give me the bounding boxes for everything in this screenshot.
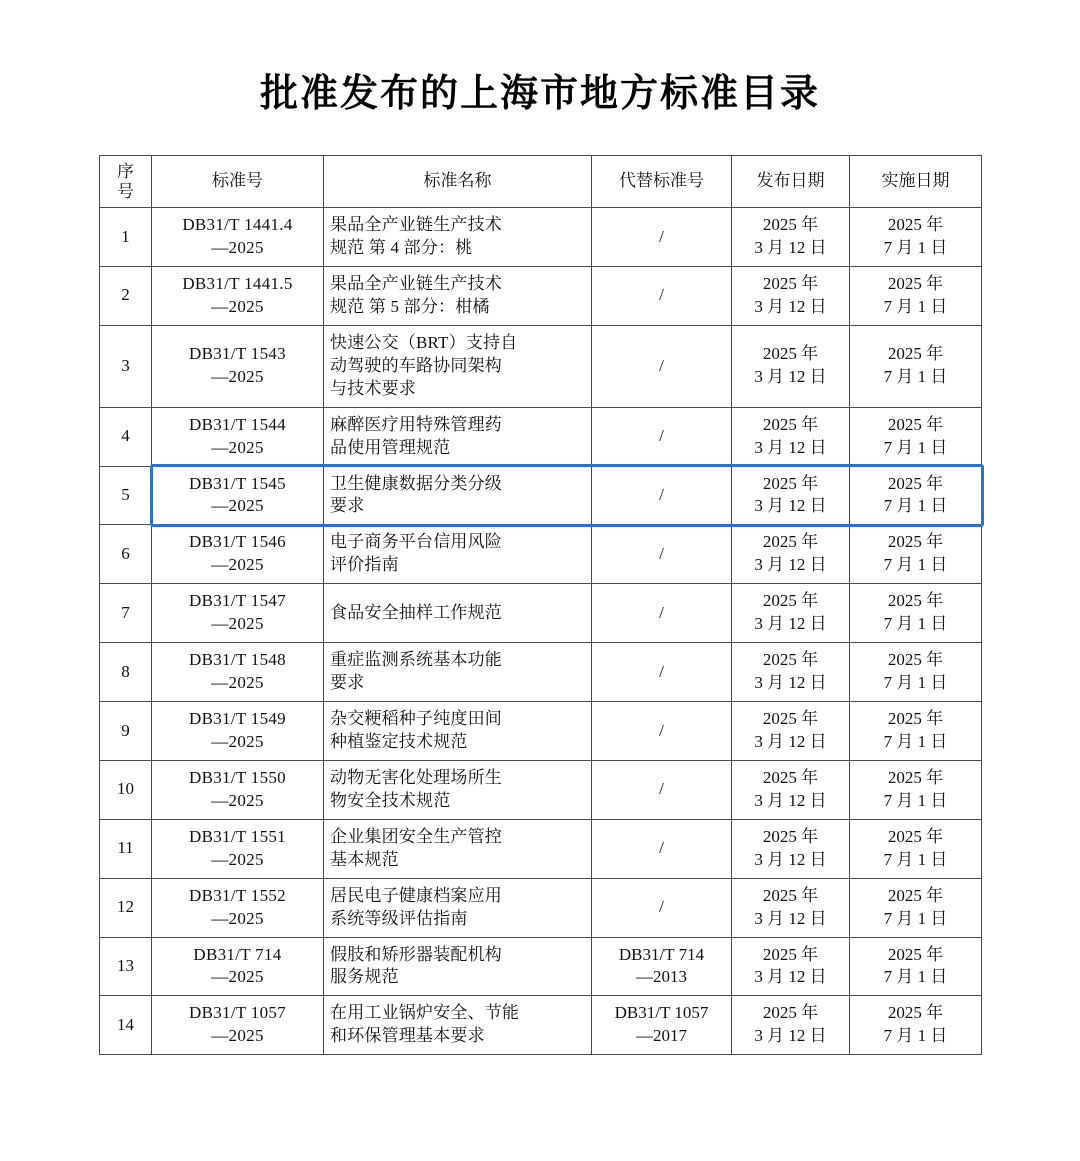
cell-replaced-code-line: / <box>659 285 664 305</box>
table-row <box>100 760 982 819</box>
cell-replaced-code-line: / <box>659 779 664 799</box>
cell-publish-date-line: 3 月 12 日 <box>754 238 827 258</box>
cell-standard-name-line: 基本规范 <box>330 849 399 869</box>
cell-standard-code <box>152 819 324 878</box>
cell-implement-date <box>850 996 982 1055</box>
cell-standard-name-line: 与技术要求 <box>330 378 416 398</box>
cell-standard-code <box>152 878 324 937</box>
cell-implement-date-line: 2025 年 <box>887 1003 944 1023</box>
cell-standard-name-line: 物安全技术规范 <box>330 790 451 810</box>
cell-standard-name <box>324 937 592 996</box>
cell-standard-name-line: 动物无害化处理场所生 <box>330 767 502 787</box>
cell-no: 2 <box>100 266 152 325</box>
cell-standard-code-line: —2025 <box>211 496 264 516</box>
cell-replaced-code-line: / <box>659 838 664 858</box>
cell-replaced-code-line: / <box>659 543 664 563</box>
cell-standard-name <box>324 325 592 407</box>
cell-implement-date <box>850 584 982 643</box>
cell-no: 4 <box>100 407 152 466</box>
cell-implement-date-line: 2025 年 <box>887 344 944 364</box>
cell-publish-date <box>732 208 850 267</box>
cell-standard-code-line: DB31/T 1551 <box>189 826 286 846</box>
cell-standard-code-line: DB31/T 714 <box>193 944 282 964</box>
cell-implement-date-line: 7 月 1 日 <box>883 496 948 516</box>
cell-publish-date-line: 2025 年 <box>762 414 819 434</box>
table-body <box>100 208 982 1055</box>
cell-standard-code <box>152 702 324 761</box>
cell-publish-date-line: 3 月 12 日 <box>754 849 827 869</box>
table-row <box>100 266 982 325</box>
cell-standard-name-line: 要求 <box>330 673 365 693</box>
cell-implement-date-line: 2025 年 <box>887 826 944 846</box>
standards-table-container <box>99 155 981 1055</box>
cell-replaced-code <box>592 819 732 878</box>
cell-publish-date <box>732 760 850 819</box>
cell-standard-name <box>324 760 592 819</box>
cell-implement-date-line: 2025 年 <box>887 532 944 552</box>
cell-publish-date <box>732 702 850 761</box>
cell-publish-date-line: 2025 年 <box>762 650 819 670</box>
cell-standard-name-line: 评价指南 <box>330 555 399 575</box>
cell-standard-code <box>152 266 324 325</box>
cell-implement-date-line: 2025 年 <box>887 215 944 235</box>
cell-no: 5 <box>100 466 152 525</box>
cell-no: 3 <box>100 325 152 407</box>
cell-implement-date-line: 2025 年 <box>887 591 944 611</box>
cell-replaced-code <box>592 643 732 702</box>
cell-standard-code-line: DB31/T 1547 <box>189 591 286 611</box>
table-row <box>100 878 982 937</box>
cell-implement-date <box>850 643 982 702</box>
cell-publish-date-line: 2025 年 <box>762 473 819 493</box>
cell-standard-code <box>152 996 324 1055</box>
cell-publish-date <box>732 584 850 643</box>
cell-replaced-code <box>592 325 732 407</box>
cell-standard-code-line: —2025 <box>211 437 264 457</box>
cell-standard-name-line: 杂交粳稻种子纯度田间 <box>330 709 502 729</box>
cell-implement-date <box>850 466 982 525</box>
cell-replaced-code <box>592 466 732 525</box>
page-title: 批准发布的上海市地方标准目录 <box>259 73 820 115</box>
cell-publish-date-line: 2025 年 <box>762 591 819 611</box>
cell-standard-code-line: DB31/T 1548 <box>189 650 286 670</box>
cell-publish-date-line: 3 月 12 日 <box>754 908 827 928</box>
cell-publish-date-line: 2025 年 <box>762 826 819 846</box>
cell-standard-name-line: 麻醉医疗用特殊管理药 <box>330 414 502 434</box>
cell-implement-date <box>850 937 982 996</box>
cell-replaced-code-line: DB31/T 714 <box>618 944 705 964</box>
cell-standard-code-line: DB31/T 1550 <box>189 767 286 787</box>
cell-publish-date-line: 3 月 12 日 <box>754 673 827 693</box>
cell-standard-code <box>152 466 324 525</box>
cell-standard-code-line: —2025 <box>211 238 264 258</box>
cell-standard-name-line: 动驾驶的车路协同架构 <box>330 355 502 375</box>
cell-standard-code <box>152 584 324 643</box>
cell-standard-code <box>152 208 324 267</box>
cell-publish-date <box>732 996 850 1055</box>
cell-standard-name-line: 和环保管理基本要求 <box>330 1026 485 1046</box>
standards-table <box>99 155 982 1055</box>
table-row <box>100 325 982 407</box>
cell-implement-date-line: 2025 年 <box>887 885 944 905</box>
cell-no: 14 <box>100 996 152 1055</box>
cell-standard-code-line: —2025 <box>211 967 264 987</box>
cell-no: 10 <box>100 760 152 819</box>
cell-implement-date-line: 7 月 1 日 <box>883 296 948 316</box>
cell-standard-code-line: —2025 <box>211 555 264 575</box>
cell-implement-date <box>850 702 982 761</box>
cell-standard-name-line: 种植鉴定技术规范 <box>330 731 468 751</box>
cell-implement-date <box>850 878 982 937</box>
cell-standard-code-line: —2025 <box>211 849 264 869</box>
cell-standard-code-line: —2025 <box>211 367 264 387</box>
cell-standard-name <box>324 407 592 466</box>
cell-replaced-code <box>592 760 732 819</box>
cell-publish-date <box>732 407 850 466</box>
cell-publish-date-line: 3 月 12 日 <box>754 367 827 387</box>
cell-standard-code-line: DB31/T 1545 <box>189 473 286 493</box>
table-row <box>100 208 982 267</box>
cell-publish-date-line: 3 月 12 日 <box>754 296 827 316</box>
cell-standard-code-line: DB31/T 1543 <box>189 344 286 364</box>
cell-publish-date-line: 3 月 12 日 <box>754 437 827 457</box>
cell-standard-name-line: 规范 第 4 部分：桃 <box>330 238 473 258</box>
cell-implement-date-line: 2025 年 <box>887 473 944 493</box>
cell-publish-date-line: 2025 年 <box>762 215 819 235</box>
cell-publish-date <box>732 466 850 525</box>
cell-no: 7 <box>100 584 152 643</box>
table-row <box>100 996 982 1055</box>
cell-implement-date-line: 2025 年 <box>887 709 944 729</box>
cell-implement-date-line: 7 月 1 日 <box>883 849 948 869</box>
cell-publish-date <box>732 643 850 702</box>
cell-implement-date-line: 7 月 1 日 <box>883 673 948 693</box>
cell-implement-date-line: 7 月 1 日 <box>883 731 948 751</box>
cell-standard-name-line: 企业集团安全生产管控 <box>330 826 502 846</box>
cell-replaced-code-line: —2017 <box>636 1026 687 1046</box>
cell-replaced-code-line: / <box>659 226 664 246</box>
cell-no: 8 <box>100 643 152 702</box>
cell-implement-date <box>850 208 982 267</box>
cell-implement-date-line: 2025 年 <box>887 650 944 670</box>
cell-publish-date <box>732 937 850 996</box>
cell-implement-date-line: 2025 年 <box>887 767 944 787</box>
table-row <box>100 584 982 643</box>
cell-publish-date <box>732 525 850 584</box>
cell-standard-name-line: 系统等级评估指南 <box>330 908 468 928</box>
cell-no: 11 <box>100 819 152 878</box>
cell-standard-name <box>324 878 592 937</box>
cell-standard-code-line: —2025 <box>211 614 264 634</box>
cell-standard-name-line: 在用工业锅炉安全、节能 <box>330 1003 520 1023</box>
cell-standard-name-line: 果品全产业链生产技术 <box>330 215 502 235</box>
column-header-no: 序 号 <box>100 156 152 208</box>
cell-publish-date-line: 2025 年 <box>762 1003 819 1023</box>
cell-standard-code-line: —2025 <box>211 790 264 810</box>
cell-implement-date-line: 7 月 1 日 <box>883 555 948 575</box>
cell-publish-date <box>732 819 850 878</box>
table-row <box>100 702 982 761</box>
cell-standard-name <box>324 266 592 325</box>
cell-standard-code-line: DB31/T 1057 <box>189 1003 286 1023</box>
cell-implement-date <box>850 266 982 325</box>
cell-publish-date-line: 2025 年 <box>762 885 819 905</box>
cell-standard-name-line: 快速公交（BRT）支持自 <box>330 332 518 352</box>
cell-no: 13 <box>100 937 152 996</box>
cell-standard-code <box>152 325 324 407</box>
cell-replaced-code-line: / <box>659 720 664 740</box>
cell-publish-date-line: 2025 年 <box>762 344 819 364</box>
column-header-implement-date: 实施日期 <box>850 156 982 208</box>
cell-replaced-code <box>592 208 732 267</box>
cell-standard-name <box>324 996 592 1055</box>
cell-standard-name-line: 品使用管理规范 <box>330 437 451 457</box>
cell-publish-date-line: 3 月 12 日 <box>754 1026 827 1046</box>
cell-implement-date <box>850 407 982 466</box>
cell-replaced-code <box>592 878 732 937</box>
cell-standard-name <box>324 525 592 584</box>
cell-publish-date-line: 2025 年 <box>762 273 819 293</box>
cell-replaced-code-line: —2013 <box>636 967 687 987</box>
cell-standard-code-line: DB31/T 1544 <box>189 414 286 434</box>
cell-no: 1 <box>100 208 152 267</box>
table-row <box>100 937 982 996</box>
cell-standard-code-line: DB31/T 1552 <box>189 885 286 905</box>
cell-standard-code-line: —2025 <box>211 1026 264 1046</box>
cell-standard-code <box>152 760 324 819</box>
column-header-name: 标准名称 <box>324 156 592 208</box>
cell-standard-code <box>152 407 324 466</box>
column-header-code: 标准号 <box>152 156 324 208</box>
cell-standard-code-line: DB31/T 1546 <box>189 532 286 552</box>
cell-implement-date-line: 7 月 1 日 <box>883 437 948 457</box>
cell-replaced-code <box>592 702 732 761</box>
cell-standard-name-line: 食品安全抽样工作规范 <box>330 602 502 622</box>
cell-implement-date <box>850 525 982 584</box>
cell-standard-code-line: —2025 <box>211 673 264 693</box>
document-page <box>0 62 1080 1055</box>
cell-implement-date-line: 7 月 1 日 <box>883 1026 948 1046</box>
cell-standard-name <box>324 208 592 267</box>
cell-implement-date-line: 7 月 1 日 <box>883 790 948 810</box>
cell-publish-date-line: 3 月 12 日 <box>754 496 827 516</box>
cell-standard-code-line: —2025 <box>211 296 264 316</box>
cell-standard-name-line: 果品全产业链生产技术 <box>330 273 502 293</box>
table-row <box>100 819 982 878</box>
cell-implement-date <box>850 760 982 819</box>
cell-standard-code-line: DB31/T 1441.4 <box>182 215 293 235</box>
cell-replaced-code-line: / <box>659 426 664 446</box>
cell-no: 12 <box>100 878 152 937</box>
cell-publish-date-line: 2025 年 <box>762 944 819 964</box>
cell-standard-code-line: DB31/T 1441.5 <box>182 273 293 293</box>
cell-implement-date-line: 2025 年 <box>887 414 944 434</box>
cell-standard-name-line: 规范 第 5 部分：柑橘 <box>330 296 490 316</box>
cell-standard-name-line: 卫生健康数据分类分级 <box>330 473 502 493</box>
cell-standard-name <box>324 466 592 525</box>
column-header-publish-date: 发布日期 <box>732 156 850 208</box>
cell-implement-date-line: 7 月 1 日 <box>883 614 948 634</box>
cell-standard-name <box>324 702 592 761</box>
cell-publish-date <box>732 266 850 325</box>
cell-publish-date <box>732 325 850 407</box>
cell-standard-name-line: 居民电子健康档案应用 <box>330 885 502 905</box>
cell-publish-date-line: 3 月 12 日 <box>754 614 827 634</box>
cell-replaced-code <box>592 937 732 996</box>
cell-replaced-code-line: / <box>659 661 664 681</box>
cell-standard-code-line: —2025 <box>211 731 264 751</box>
cell-publish-date-line: 3 月 12 日 <box>754 731 827 751</box>
table-row <box>100 643 982 702</box>
cell-replaced-code-line: DB31/T 1057 <box>614 1003 709 1023</box>
cell-standard-name-line: 电子商务平台信用风险 <box>330 532 502 552</box>
cell-replaced-code-line: / <box>659 355 664 375</box>
cell-replaced-code <box>592 266 732 325</box>
cell-publish-date-line: 3 月 12 日 <box>754 555 827 575</box>
cell-implement-date-line: 7 月 1 日 <box>883 238 948 258</box>
cell-standard-name-line: 假肢和矫形器装配机构 <box>330 944 502 964</box>
cell-standard-name <box>324 584 592 643</box>
cell-implement-date-line: 2025 年 <box>887 273 944 293</box>
table-row <box>100 407 982 466</box>
cell-publish-date-line: 3 月 12 日 <box>754 790 827 810</box>
cell-replaced-code <box>592 584 732 643</box>
cell-replaced-code-line: / <box>659 897 664 917</box>
cell-standard-code <box>152 937 324 996</box>
cell-implement-date-line: 7 月 1 日 <box>883 908 948 928</box>
cell-replaced-code-line: / <box>659 485 664 504</box>
cell-implement-date-line: 7 月 1 日 <box>883 967 948 987</box>
table-row <box>100 466 982 525</box>
cell-replaced-code <box>592 525 732 584</box>
cell-standard-code-line: —2025 <box>211 908 264 928</box>
cell-publish-date <box>732 878 850 937</box>
cell-implement-date-line: 7 月 1 日 <box>883 367 948 387</box>
cell-implement-date-line: 2025 年 <box>887 944 944 964</box>
cell-standard-name <box>324 819 592 878</box>
cell-publish-date-line: 2025 年 <box>762 709 819 729</box>
cell-standard-name-line: 重症监测系统基本功能 <box>330 650 502 670</box>
table-header-row <box>100 156 982 208</box>
cell-publish-date-line: 2025 年 <box>762 767 819 787</box>
cell-implement-date <box>850 325 982 407</box>
table-header <box>100 156 982 208</box>
cell-implement-date <box>850 819 982 878</box>
cell-standard-name-line: 要求 <box>330 496 365 516</box>
cell-replaced-code <box>592 407 732 466</box>
cell-publish-date-line: 3 月 12 日 <box>754 967 827 987</box>
cell-replaced-code-line: / <box>659 602 664 622</box>
cell-publish-date-line: 2025 年 <box>762 532 819 552</box>
table-row <box>100 525 982 584</box>
cell-standard-code <box>152 525 324 584</box>
column-header-replaced: 代替标准号 <box>592 156 732 208</box>
cell-no: 6 <box>100 525 152 584</box>
cell-standard-name <box>324 643 592 702</box>
cell-standard-code <box>152 643 324 702</box>
cell-standard-name-line: 服务规范 <box>330 967 399 987</box>
cell-no: 9 <box>100 702 152 761</box>
cell-standard-code-line: DB31/T 1549 <box>189 709 286 729</box>
cell-replaced-code <box>592 996 732 1055</box>
